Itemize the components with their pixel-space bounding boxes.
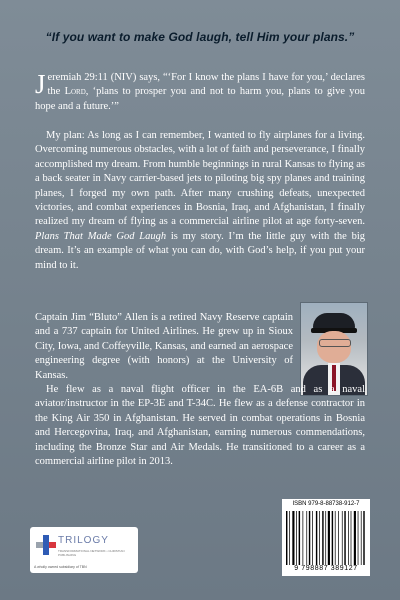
verse-lord: Lord bbox=[64, 86, 86, 98]
author-face bbox=[317, 331, 351, 363]
publisher-name: TRILOGY bbox=[58, 535, 109, 546]
book-title: Plans That Made God Laugh bbox=[35, 230, 167, 242]
plan-text-a: My plan: As long as I can remember, I wanted to fly airplanes for a living. Overcoming numerous obstacles, with a lot of faith and perseverance, I finally accomplished my dream. From humble beginnings in rural Kansas to flying as a back seater in Navy carrier-based jets to piloting big spy planes and training planes, I forged my own path. After many crushing defeats, unexpected victories, and combat experiences in Bosnia, Iraq, and Afghanistan, I finally realized my dream of flying as a commercial airline pilot at age forty-seven. bbox=[35, 130, 365, 228]
career-paragraph: He flew as a naval flight officer in the EA-6B and as a naval aviator/instructor in the EP-3E and T-34C. He flew as a defense contractor in the King Air 350 in Afghanistan. He served in combat operations in Bosnia and Hercegovina, Iraq, and Afghanistan, earning numerous commendations, including the Bronze Star and Air Medals. He transitioned to a career as a commercial airline pilot in 2013. bbox=[35, 384, 365, 468]
glasses bbox=[319, 339, 351, 347]
publisher-footer: A wholly owned subsidiary of TBN bbox=[34, 565, 87, 569]
verse-text-a: eremiah 29:11 (NIV) says, “‘For I know the plans I have for you,’ declares the bbox=[47, 72, 365, 98]
drop-cap: J bbox=[35, 69, 46, 99]
publisher-tagline: TRANSFORMATIONAL NETWORK • CHRISTIAN PUBLISHING bbox=[58, 549, 125, 557]
verse-text-b: , ‘plans to prosper you and not to harm you, plans to give you hope and a future.’” bbox=[35, 86, 366, 112]
verse-paragraph bbox=[35, 71, 365, 114]
isbn-digits: 9 798887 389127 bbox=[294, 565, 358, 572]
author-photo bbox=[300, 302, 368, 396]
isbn-label: ISBN 979-8-88738-912-7 bbox=[292, 501, 360, 507]
author-bio: Captain Jim “Bluto” Allen is a retired Navy Reserve captain and a 737 captain for United Airlines. He grew up in Sioux City, Iowa, and Coffeyville, Kansas, and earned an aerospace engineering degree (with honors) at the University of Kansas. bbox=[35, 312, 293, 381]
cross-icon bbox=[36, 535, 56, 555]
publisher-logo bbox=[30, 527, 138, 573]
plan-paragraph bbox=[35, 129, 365, 273]
cover-quote: “If you want to make God laugh, tell Him your plans.” bbox=[45, 30, 355, 44]
barcode-bars bbox=[286, 511, 366, 565]
isbn-barcode bbox=[282, 499, 370, 576]
plan-text-b: is my story. I’m the little guy with the big dream. It’s an example of what you can do, with God’s help, if you put your mind to it. bbox=[35, 230, 365, 271]
